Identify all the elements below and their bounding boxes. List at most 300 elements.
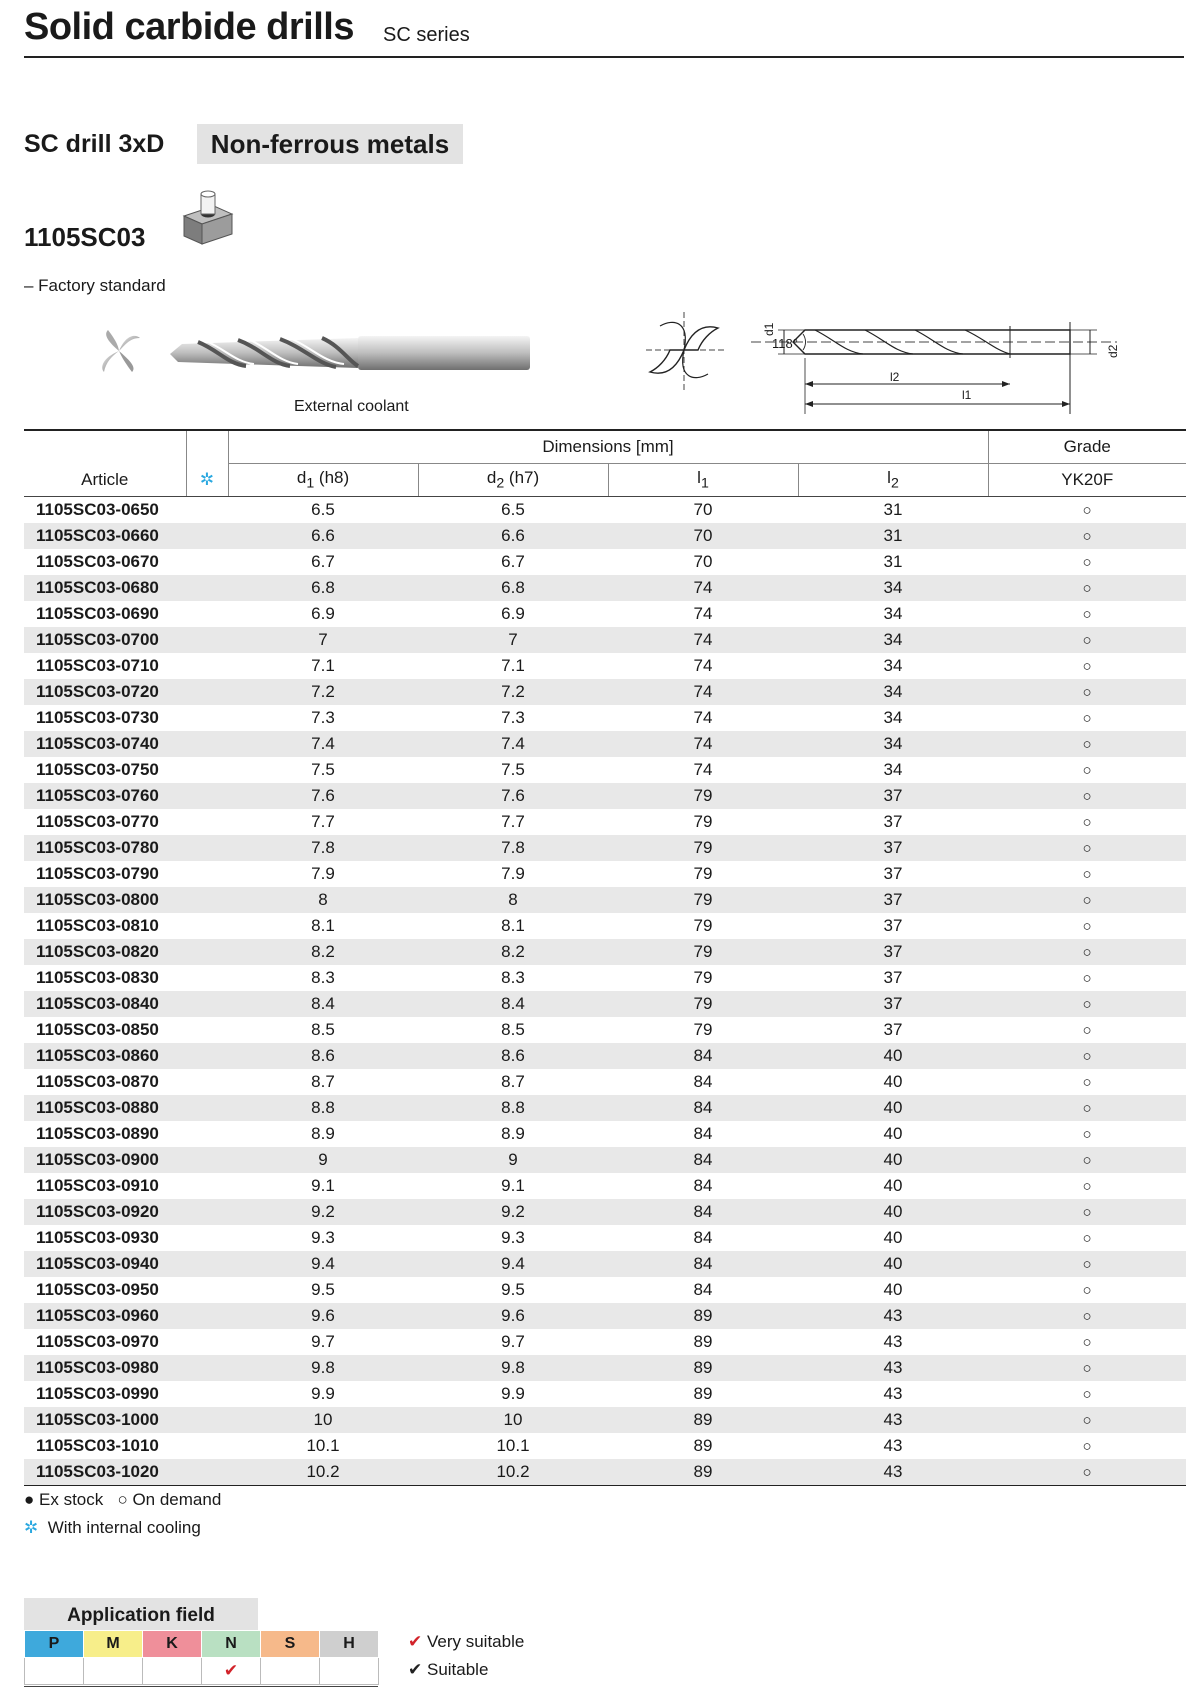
application-field-title: Application field — [24, 1598, 258, 1630]
article-cell: 1105SC03-0840 — [24, 991, 186, 1017]
d2-cell: 7.6 — [418, 783, 608, 809]
table-row — [24, 653, 1186, 679]
l1-cell: 74 — [608, 731, 798, 757]
drill-side-drawing — [745, 318, 1125, 414]
article-header: Article — [24, 430, 186, 497]
table-row — [24, 679, 1186, 705]
l1-cell: 84 — [693, 1228, 713, 1247]
d1-cell: 7.6 — [228, 783, 418, 809]
suitability-cell-h — [320, 1658, 379, 1685]
d2-cell: 8.2 — [418, 939, 608, 965]
drill-end-view-image — [96, 328, 142, 374]
l2-cell: 34 — [883, 708, 903, 727]
d1-cell: 7.9 — [311, 864, 335, 883]
d1-cell: 9.6 — [228, 1303, 418, 1329]
d1-cell: 9.7 — [311, 1332, 335, 1351]
cooling-cell — [186, 1251, 228, 1277]
l1-cell: 74 — [608, 627, 798, 653]
material-group-s: S — [261, 1631, 320, 1658]
l2-cell: 31 — [883, 500, 903, 519]
article-cell: 1105SC03-0660 — [24, 523, 186, 549]
table-row — [24, 1173, 1186, 1199]
l1-cell: 89 — [608, 1459, 798, 1486]
d2-cell: 8.1 — [501, 916, 525, 935]
d1-cell: 8.6 — [228, 1043, 418, 1069]
d2-cell: 6.8 — [418, 575, 608, 601]
suitable-label: Suitable — [426, 1660, 489, 1679]
grade-cell: ○ — [1082, 813, 1092, 831]
cooling-cell — [186, 835, 228, 861]
l1-label: l1 — [962, 388, 972, 402]
cooling-cell — [186, 575, 228, 601]
l2-cell: 34 — [798, 679, 988, 705]
d2-cell: 8.5 — [501, 1020, 525, 1039]
cooling-cell — [186, 1147, 228, 1173]
article-cell: 1105SC03-1000 — [24, 1407, 186, 1433]
cooling-cell — [186, 783, 228, 809]
l1-cell: 79 — [693, 968, 713, 987]
grade-cell: ○ — [988, 679, 1186, 705]
d2-cell: 9.1 — [501, 1176, 525, 1195]
l2-cell: 40 — [883, 1176, 903, 1195]
l2-cell: 40 — [883, 1280, 903, 1299]
black-check-icon: ✔ — [408, 1660, 423, 1679]
table-row — [24, 1277, 1186, 1303]
d2-cell: 6.6 — [418, 523, 608, 549]
cooling-cell — [186, 1381, 228, 1407]
d1-cell: 9 — [228, 1147, 418, 1173]
grade-cell: ○ — [1082, 605, 1092, 623]
cooling-cell — [186, 705, 228, 731]
d1-cell: 6.7 — [311, 552, 335, 571]
l2-cell: 40 — [883, 1124, 903, 1143]
table-row — [24, 1251, 1186, 1277]
application-divider — [24, 1686, 378, 1687]
d2-cell: 9.9 — [501, 1384, 525, 1403]
article-code: 1105SC03 — [24, 222, 146, 252]
d1-cell: 10.2 — [228, 1459, 418, 1486]
article-cell: 1105SC03-0940 — [24, 1251, 186, 1277]
d2-cell: 9.7 — [501, 1332, 525, 1351]
table-row — [24, 1303, 1186, 1329]
d2-cell: 6.5 — [501, 500, 525, 519]
grade-cell: ○ — [1082, 1385, 1092, 1403]
table-row — [24, 965, 1186, 991]
grade-cell: ○ — [988, 1459, 1186, 1486]
cooling-cell — [186, 523, 228, 549]
l2-cell: 40 — [798, 1147, 988, 1173]
d1-cell: 8.5 — [311, 1020, 335, 1039]
l2-cell: 31 — [883, 552, 903, 571]
table-row — [24, 497, 1186, 524]
l1-cell: 84 — [693, 1072, 713, 1091]
l2-cell: 40 — [883, 1072, 903, 1091]
d1-cell: 6.5 — [311, 500, 335, 519]
grade-cell: ○ — [988, 627, 1186, 653]
ex-stock-symbol: ● — [24, 1490, 35, 1509]
cooling-legend — [24, 1518, 201, 1538]
article-cell: 1105SC03-0900 — [24, 1147, 186, 1173]
l1-cell: 79 — [608, 783, 798, 809]
d1-cell: 10 — [228, 1407, 418, 1433]
article-cell: 1105SC03-0970 — [36, 1332, 159, 1351]
d1-cell: 8.4 — [228, 991, 418, 1017]
article-cell: 1105SC03-0820 — [24, 939, 186, 965]
table-row — [24, 1147, 1186, 1173]
material-group-n: N — [202, 1631, 261, 1658]
l2-cell: 37 — [798, 991, 988, 1017]
cooling-cell — [186, 1121, 228, 1147]
l1-cell: 79 — [608, 887, 798, 913]
grade-cell: ○ — [1082, 1229, 1092, 1247]
table-row — [24, 991, 1186, 1017]
grade-cell: ○ — [1082, 865, 1092, 883]
grade-cell: ○ — [988, 1147, 1186, 1173]
table-row — [24, 887, 1186, 913]
l2-cell: 43 — [883, 1332, 903, 1351]
header-divider — [24, 56, 1184, 58]
l1-cell: 89 — [608, 1355, 798, 1381]
l2-cell: 34 — [883, 604, 903, 623]
table-row — [24, 1121, 1186, 1147]
l2-cell: 43 — [798, 1407, 988, 1433]
l2-cell: 37 — [883, 916, 903, 935]
material-group-p: P — [25, 1631, 84, 1658]
grade-cell: ○ — [988, 887, 1186, 913]
d1-cell: 7.4 — [228, 731, 418, 757]
ex-stock-label: Ex stock — [39, 1490, 104, 1509]
d1-cell: 6.8 — [228, 575, 418, 601]
d2-cell: 8.4 — [418, 991, 608, 1017]
article-cell: 1105SC03-0810 — [36, 916, 159, 935]
d1-cell: 9.2 — [228, 1199, 418, 1225]
grade-cell: ○ — [1082, 709, 1092, 727]
on-demand-symbol: ○ — [117, 1490, 128, 1509]
d2-cell: 10 — [418, 1407, 608, 1433]
cooling-cell — [186, 679, 228, 705]
cooling-cell — [186, 861, 228, 887]
l1-cell: 79 — [608, 835, 798, 861]
l2-cell: 37 — [883, 864, 903, 883]
grade-header: Grade — [988, 430, 1186, 464]
stock-legend — [24, 1490, 221, 1510]
col-d1-header: $d_1$ (h8) — [228, 464, 418, 497]
material-group-m: M — [84, 1631, 143, 1658]
d2-cell: 9.2 — [418, 1199, 608, 1225]
l1-cell: 74 — [608, 679, 798, 705]
table-row — [24, 1225, 1186, 1251]
table-row — [24, 627, 1186, 653]
d1-cell: 8.7 — [311, 1072, 335, 1091]
l1-cell: 70 — [608, 523, 798, 549]
table-row — [24, 549, 1186, 575]
l2-cell: 40 — [883, 1228, 903, 1247]
cooling-cell — [186, 1225, 228, 1251]
l1-cell: 84 — [608, 1095, 798, 1121]
d1-cell: 8.3 — [311, 968, 335, 987]
table-row — [24, 705, 1186, 731]
grade-cell: ○ — [988, 1407, 1186, 1433]
grade-cell: ○ — [1082, 657, 1092, 675]
material-group-h: H — [320, 1631, 379, 1658]
cooling-cell — [186, 1329, 228, 1355]
l2-cell: 37 — [798, 783, 988, 809]
cooling-cell — [186, 965, 228, 991]
l2-cell: 43 — [798, 1459, 988, 1486]
article-cell: 1105SC03-0760 — [24, 783, 186, 809]
article-cell: 1105SC03-0980 — [24, 1355, 186, 1381]
d1-cell: 8.1 — [311, 916, 335, 935]
snowflake-icon: ✲ — [24, 1518, 39, 1537]
l1-cell: 74 — [693, 760, 713, 779]
d2-cell: 9.5 — [501, 1280, 525, 1299]
page-title: Solid carbide drills — [24, 6, 354, 48]
cooling-cell — [186, 1277, 228, 1303]
table-row — [24, 757, 1186, 783]
d2-cell: 7.5 — [501, 760, 525, 779]
cooling-cell — [186, 939, 228, 965]
angle-label: 118° — [772, 336, 798, 351]
d1-cell: 7.5 — [311, 760, 335, 779]
d1-cell: 9.3 — [311, 1228, 335, 1247]
l2-cell: 37 — [798, 887, 988, 913]
article-cell: 1105SC03-0990 — [36, 1384, 159, 1403]
cooling-cell — [186, 757, 228, 783]
grade-cell: ○ — [1082, 1437, 1092, 1455]
d1-cell: 7.1 — [311, 656, 335, 675]
d2-cell: 8.6 — [418, 1043, 608, 1069]
l1-cell: 89 — [693, 1436, 713, 1455]
table-row — [24, 1199, 1186, 1225]
d2-cell: 6.7 — [501, 552, 525, 571]
l1-cell: 84 — [608, 1199, 798, 1225]
grade-cell: ○ — [1082, 501, 1092, 519]
on-demand-label: On demand — [132, 1490, 222, 1509]
table-row — [24, 575, 1186, 601]
article-cell: 1105SC03-0850 — [36, 1020, 159, 1039]
grade-cell: ○ — [988, 731, 1186, 757]
l1-cell: 84 — [608, 1147, 798, 1173]
grade-cell: ○ — [1082, 761, 1092, 779]
grade-cell: ○ — [1082, 1281, 1092, 1299]
l2-cell: 37 — [883, 968, 903, 987]
cooling-cell — [186, 1459, 228, 1486]
d2-cell: 7.3 — [501, 708, 525, 727]
l2-label: l2 — [890, 370, 900, 384]
cooling-cell — [186, 1355, 228, 1381]
article-cell: 1105SC03-0910 — [36, 1176, 159, 1195]
d2-cell: 7.8 — [418, 835, 608, 861]
table-row — [24, 861, 1186, 887]
l2-cell: 43 — [883, 1436, 903, 1455]
grade-cell: ○ — [1082, 1333, 1092, 1351]
l2-cell: 40 — [798, 1043, 988, 1069]
d2-cell: 8.9 — [501, 1124, 525, 1143]
cooling-cell — [186, 1303, 228, 1329]
l1-cell: 79 — [608, 991, 798, 1017]
l1-cell: 79 — [693, 916, 713, 935]
d2-cell: 10.1 — [496, 1436, 530, 1455]
d1-cell: 8.9 — [311, 1124, 335, 1143]
series-label: SC series — [383, 24, 470, 46]
cooling-cell — [186, 887, 228, 913]
grade-cell: ○ — [988, 783, 1186, 809]
cooling-cell — [186, 809, 228, 835]
cooling-cell — [186, 627, 228, 653]
cooling-cell — [186, 549, 228, 575]
drill-end-drawing — [640, 310, 730, 394]
d2-cell: 8.8 — [418, 1095, 608, 1121]
d2-cell: 10.2 — [418, 1459, 608, 1486]
d1-cell: 6.6 — [228, 523, 418, 549]
grade-cell: ○ — [988, 1355, 1186, 1381]
l1-cell: 74 — [693, 604, 713, 623]
cooling-cell — [186, 497, 228, 524]
suitability-cell-k — [143, 1658, 202, 1685]
table-row — [24, 1407, 1186, 1433]
table-row — [24, 939, 1186, 965]
col-l1-header: $l_1$ — [608, 464, 798, 497]
dimension-table — [24, 429, 1186, 1486]
l1-cell: 79 — [608, 939, 798, 965]
d2-cell: 7.1 — [501, 656, 525, 675]
article-cell: 1105SC03-0690 — [36, 604, 159, 623]
snowflake-icon: ✲ — [186, 430, 228, 497]
article-cell: 1105SC03-0920 — [24, 1199, 186, 1225]
d2-cell: 6.9 — [501, 604, 525, 623]
section-title: SC drill 3xD — [24, 130, 165, 158]
cooling-cell — [186, 1199, 228, 1225]
table-row — [24, 835, 1186, 861]
dimensions-header: Dimensions [mm] — [228, 430, 988, 464]
grade-cell: ○ — [988, 991, 1186, 1017]
grade-cell: ○ — [988, 1043, 1186, 1069]
cooling-cell — [186, 1017, 228, 1043]
grade-cell: ○ — [988, 523, 1186, 549]
table-row — [24, 1069, 1186, 1095]
d2-cell: 9 — [418, 1147, 608, 1173]
l1-cell: 70 — [693, 552, 713, 571]
drill-side-image — [168, 330, 534, 376]
l1-cell: 89 — [693, 1332, 713, 1351]
grade-cell: ○ — [1082, 1177, 1092, 1195]
article-cell: 1105SC03-0720 — [24, 679, 186, 705]
table-row — [24, 731, 1186, 757]
internal-cooling-label: With internal cooling — [47, 1518, 201, 1537]
l1-cell: 89 — [608, 1407, 798, 1433]
article-cell: 1105SC03-0770 — [36, 812, 159, 831]
grade-cell: ○ — [1082, 969, 1092, 987]
cooling-cell — [186, 1173, 228, 1199]
cooling-cell — [186, 1433, 228, 1459]
d1-cell: 7 — [228, 627, 418, 653]
d2-cell: 9.3 — [501, 1228, 525, 1247]
d2-cell: 7.7 — [501, 812, 525, 831]
image-caption: External coolant — [294, 398, 409, 415]
l2-cell: 43 — [883, 1384, 903, 1403]
workpiece-icon — [180, 190, 236, 248]
d2-cell: 7 — [418, 627, 608, 653]
grade-cell: ○ — [988, 1095, 1186, 1121]
l1-cell: 84 — [608, 1043, 798, 1069]
article-cell: 1105SC03-1020 — [24, 1459, 186, 1486]
d1-cell: 8 — [228, 887, 418, 913]
table-row — [24, 1017, 1186, 1043]
l2-cell: 34 — [798, 575, 988, 601]
l1-cell: 84 — [693, 1124, 713, 1143]
table-row — [24, 783, 1186, 809]
d1-cell: 7.2 — [228, 679, 418, 705]
suitability-cell-n: ✔ — [202, 1658, 261, 1685]
cooling-cell — [186, 913, 228, 939]
l1-cell: 79 — [693, 812, 713, 831]
material-group-k: K — [143, 1631, 202, 1658]
grade-cell: ○ — [1082, 1125, 1092, 1143]
d1-cell: 9.9 — [311, 1384, 335, 1403]
l2-cell: 37 — [798, 939, 988, 965]
cooling-cell — [186, 1069, 228, 1095]
d1-cell: 9.1 — [311, 1176, 335, 1195]
l1-cell: 84 — [608, 1251, 798, 1277]
article-cell: 1105SC03-0780 — [24, 835, 186, 861]
article-cell: 1105SC03-0880 — [24, 1095, 186, 1121]
article-cell: 1105SC03-0870 — [36, 1072, 159, 1091]
l1-cell: 70 — [693, 500, 713, 519]
table-row — [24, 1433, 1186, 1459]
article-cell: 1105SC03-0950 — [36, 1280, 159, 1299]
d2-cell: 9.8 — [418, 1355, 608, 1381]
d2-cell: 9.4 — [418, 1251, 608, 1277]
d2-cell: 7.9 — [501, 864, 525, 883]
d2-cell: 7.2 — [418, 679, 608, 705]
table-row — [24, 1381, 1186, 1407]
application-field-table — [24, 1630, 379, 1685]
l2-cell: 37 — [798, 835, 988, 861]
l2-cell: 37 — [883, 812, 903, 831]
l1-cell: 84 — [693, 1280, 713, 1299]
col-d2-header: $d_2$ (h7) — [418, 464, 608, 497]
table-row — [24, 1355, 1186, 1381]
grade-cell: ○ — [988, 575, 1186, 601]
table-row — [24, 1043, 1186, 1069]
d2-cell: 8.3 — [501, 968, 525, 987]
d2-cell: 8 — [418, 887, 608, 913]
grade-cell: ○ — [988, 939, 1186, 965]
grade-cell: ○ — [1082, 553, 1092, 571]
d1-cell: 6.9 — [311, 604, 335, 623]
table-row — [24, 1095, 1186, 1121]
l1-cell: 74 — [608, 575, 798, 601]
d2-cell: 9.6 — [418, 1303, 608, 1329]
table-row — [24, 913, 1186, 939]
l2-cell: 37 — [883, 1020, 903, 1039]
d1-cell: 10.1 — [306, 1436, 340, 1455]
article-cell: 1105SC03-0700 — [24, 627, 186, 653]
table-row — [24, 601, 1186, 627]
l1-cell: 74 — [693, 708, 713, 727]
l2-cell: 34 — [798, 731, 988, 757]
l1-cell: 89 — [608, 1303, 798, 1329]
suitability-cell-p — [25, 1658, 84, 1685]
article-cell: 1105SC03-0790 — [36, 864, 159, 883]
d1-cell: 9.5 — [311, 1280, 335, 1299]
suitable-legend — [408, 1660, 488, 1680]
table-row — [24, 1459, 1186, 1486]
article-cell: 1105SC03-0710 — [36, 656, 159, 675]
article-cell: 1105SC03-0890 — [36, 1124, 159, 1143]
l1-cell: 79 — [693, 864, 713, 883]
grade-cell: ○ — [988, 835, 1186, 861]
